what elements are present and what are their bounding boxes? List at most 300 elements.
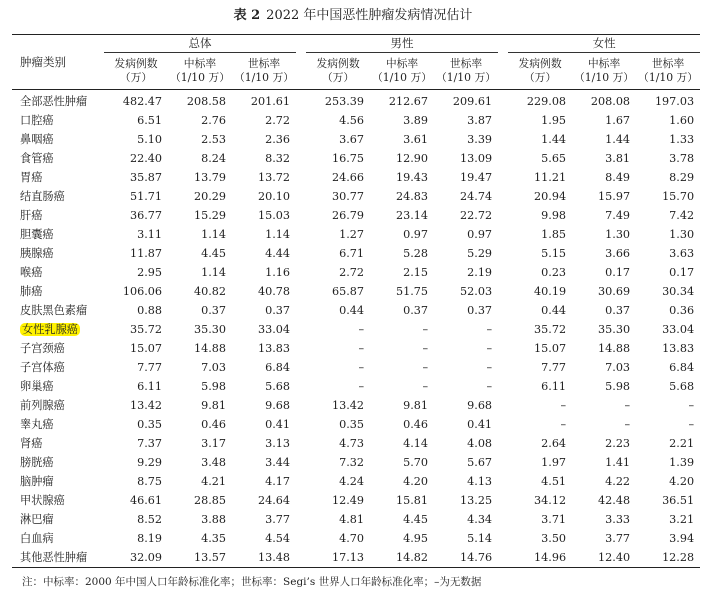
table-cell: 26.79	[332, 209, 365, 222]
table-cell: –	[486, 323, 493, 336]
table-cell: 6.51	[137, 114, 162, 127]
row-label: 子宫颈癌	[20, 342, 65, 355]
row-label: 肝癌	[20, 209, 43, 222]
table-cell: 15.70	[662, 190, 695, 203]
table-cell: –	[624, 399, 631, 412]
table-cell: 4.45	[201, 247, 226, 260]
column-header-line2: （万）	[119, 71, 153, 84]
table-cell: 11.21	[534, 171, 567, 184]
table-cell: 15.29	[193, 209, 226, 222]
table-cell: 0.41	[265, 418, 291, 431]
row-label: 睾丸癌	[20, 418, 54, 431]
table-cell: 5.98	[605, 380, 631, 393]
row-name	[12, 472, 104, 491]
table-cell: 13.57	[168, 548, 232, 568]
table-cell: 0.37	[605, 304, 631, 317]
table-row	[12, 415, 700, 434]
row-name	[12, 130, 104, 149]
table-cell: 52.03	[460, 285, 493, 298]
table-cell: 2.76	[201, 114, 226, 127]
column-header-line2: （万）	[321, 71, 355, 84]
table-cell: 1.97	[541, 456, 567, 469]
table-cell: 5.28	[403, 247, 429, 260]
table-cell: 0.44	[339, 304, 365, 317]
group-header-male: 男性	[306, 35, 498, 53]
column-header	[370, 53, 434, 90]
table-cell: 3.21	[669, 513, 695, 526]
table-cell: 7.03	[605, 361, 631, 374]
column-header-line1: 发病例数	[316, 57, 360, 70]
table-cell: 24.83	[396, 190, 429, 203]
table-cell: 33.04	[258, 323, 291, 336]
table-cell: 9.68	[265, 399, 291, 412]
column-header-line1: 中标率	[385, 57, 419, 70]
row-label: 子宫体癌	[20, 361, 65, 374]
table-cell: 4.73	[339, 437, 365, 450]
row-name	[12, 358, 104, 377]
table-cell: 7.49	[605, 209, 631, 222]
table-cell: 3.78	[669, 152, 695, 165]
row-label: 肺癌	[20, 285, 43, 298]
table-cell: 4.35	[201, 532, 226, 545]
row-name	[12, 187, 104, 206]
row-name	[12, 301, 104, 320]
table-cell: 9.29	[137, 456, 162, 469]
row-name	[12, 111, 104, 130]
row-name	[12, 149, 104, 168]
table-cell: 7.03	[201, 361, 226, 374]
row-name	[12, 491, 104, 510]
table-cell: 2.95	[137, 266, 162, 279]
column-header-line1: 世标率	[449, 57, 483, 70]
table-cell: 0.88	[137, 304, 162, 317]
table-cell: 15.97	[598, 190, 631, 203]
table-cell: 1.41	[605, 456, 631, 469]
table-row	[12, 90, 700, 112]
table-cell: –	[422, 361, 429, 374]
table-cell: 36.77	[129, 209, 162, 222]
table-cell: 20.10	[258, 190, 291, 203]
column-header-line1: 中标率	[587, 57, 621, 70]
table-cell: 4.81	[339, 513, 365, 526]
table-cell: 13.42	[332, 399, 365, 412]
table-cell: 6.84	[265, 361, 291, 374]
row-label: 前列腺癌	[20, 399, 65, 412]
group-header-overall: 总体	[104, 35, 296, 53]
table-row	[12, 263, 700, 282]
row-name	[12, 339, 104, 358]
table-cell: 1.16	[265, 266, 291, 279]
table-cell: 4.22	[605, 475, 631, 488]
table-row	[12, 529, 700, 548]
column-header	[306, 53, 370, 90]
table-cell: 4.13	[467, 475, 493, 488]
table-cell: –	[560, 418, 567, 431]
row-label: 皮肤黑色素瘤	[20, 304, 88, 317]
row-label: 膀胱癌	[20, 456, 54, 469]
row-name	[12, 90, 104, 112]
table-cell: 11.87	[129, 247, 162, 260]
row-label: 鼻咽癌	[20, 133, 54, 146]
table-cell: 3.88	[201, 513, 226, 526]
table-cell: 13.83	[662, 342, 695, 355]
table-cell: 6.11	[137, 380, 162, 393]
table-cell: 1.95	[541, 114, 567, 127]
table-row	[12, 320, 700, 339]
table-cell: 12.40	[572, 548, 636, 568]
row-label: 胰腺癌	[20, 247, 54, 260]
table-cell: 1.30	[669, 228, 695, 241]
table-cell: –	[486, 361, 493, 374]
table-cell: –	[688, 418, 695, 431]
table-cell: 5.65	[541, 152, 567, 165]
table-cell: –	[358, 342, 365, 355]
row-name	[12, 168, 104, 187]
table-cell: 0.37	[467, 304, 493, 317]
table-cell: 7.77	[541, 361, 567, 374]
table-cell: 35.87	[129, 171, 162, 184]
column-header-line1: 发病例数	[114, 57, 158, 70]
table-row	[12, 130, 700, 149]
table-cell: 12.49	[332, 494, 365, 507]
column-header	[636, 53, 700, 90]
group-header-female: 女性	[508, 35, 700, 53]
table-cell: 1.85	[541, 228, 567, 241]
row-label: 喉癌	[20, 266, 43, 279]
table-cell: 7.37	[137, 437, 162, 450]
table-footnote: 注：中标率：2000 年中国人口年龄标准化率；世标率：Segi’s 世界人口年龄标准化率；–为无数据	[22, 576, 482, 588]
column-header	[168, 53, 232, 90]
table-cell: 40.82	[193, 285, 226, 298]
table-cell: 20.29	[193, 190, 226, 203]
table-cell: 36.51	[662, 494, 695, 507]
table-cell: 14.76	[434, 548, 498, 568]
table-cell: 51.75	[396, 285, 429, 298]
table-cell: 9.81	[403, 399, 429, 412]
table-cell: 7.77	[137, 361, 162, 374]
table-cell: 9.98	[541, 209, 567, 222]
row-label: 其他恶性肿瘤	[20, 551, 88, 564]
table-cell: 3.13	[265, 437, 291, 450]
table-cell: 8.24	[201, 152, 226, 165]
table-row	[12, 187, 700, 206]
row-name	[12, 225, 104, 244]
table-cell: 0.23	[541, 266, 567, 279]
row-label: 甲状腺癌	[20, 494, 65, 507]
table-cell: 0.17	[669, 266, 695, 279]
table-cell: 8.75	[137, 475, 162, 488]
table-cell: 46.61	[129, 494, 162, 507]
table-cell: 9.81	[201, 399, 226, 412]
table-cell: 14.88	[598, 342, 631, 355]
table-cell: –	[358, 380, 365, 393]
table-cell: 8.49	[605, 171, 631, 184]
table-cell: 197.03	[654, 95, 695, 108]
table-cell: –	[358, 361, 365, 374]
table-cell: 3.11	[137, 228, 162, 241]
table-cell: 3.77	[265, 513, 291, 526]
table-cell: 5.68	[265, 380, 291, 393]
table-cell: 8.32	[265, 152, 291, 165]
table-cell: 0.97	[467, 228, 493, 241]
table-cell: 12.90	[396, 152, 429, 165]
table-cell: 209.61	[452, 95, 493, 108]
table-cell: 20.94	[534, 190, 567, 203]
table-cell: 8.19	[137, 532, 162, 545]
table-cell: 33.04	[662, 323, 695, 336]
table-cell: 65.87	[332, 285, 365, 298]
table-cell: 253.39	[324, 95, 365, 108]
table-cell: 5.67	[467, 456, 493, 469]
table-cell: 51.71	[129, 190, 162, 203]
column-header-line2: （万）	[523, 71, 557, 84]
table-cell: 4.08	[467, 437, 493, 450]
column-header	[572, 53, 636, 90]
table-cell: 0.35	[339, 418, 365, 431]
table-cell: 7.32	[339, 456, 365, 469]
table-cell: 19.47	[460, 171, 493, 184]
table-cell: 13.79	[193, 171, 226, 184]
column-header-line2: （1/10 万）	[638, 71, 699, 84]
table-cell: 2.72	[265, 114, 291, 127]
table-cell: –	[688, 399, 695, 412]
table-cell: 15.07	[129, 342, 162, 355]
table-cell: 4.44	[265, 247, 291, 260]
table-cell: –	[486, 342, 493, 355]
table-cell: 4.45	[403, 513, 429, 526]
table-cell: 0.37	[403, 304, 429, 317]
table-cell: 1.30	[605, 228, 631, 241]
table-cell: 201.61	[250, 95, 291, 108]
table-row	[12, 168, 700, 187]
table-cell: 4.17	[265, 475, 291, 488]
table-cell: 1.27	[339, 228, 365, 241]
table-cell: –	[422, 380, 429, 393]
table-cell: 13.48	[232, 548, 296, 568]
table-cell: 35.30	[598, 323, 631, 336]
column-header-line1: 中标率	[183, 57, 217, 70]
table-cell: 6.84	[669, 361, 695, 374]
table-cell: 1.60	[669, 114, 695, 127]
table-cell: 9.68	[467, 399, 493, 412]
table-cell: 3.71	[541, 513, 567, 526]
table-row	[12, 149, 700, 168]
table-cell: 4.24	[339, 475, 365, 488]
table-cell: 4.70	[339, 532, 365, 545]
table-cell: 1.44	[605, 133, 631, 146]
table-cell: 24.64	[258, 494, 291, 507]
table-cell: 4.20	[669, 475, 695, 488]
row-label: 淋巴瘤	[20, 513, 54, 526]
table-cell: 1.14	[201, 266, 226, 279]
table-title	[0, 6, 706, 26]
table-cell: 0.41	[467, 418, 493, 431]
table-cell: 1.44	[541, 133, 567, 146]
table-cell: 3.81	[605, 152, 631, 165]
table-cell: 19.43	[396, 171, 429, 184]
table-cell: 34.12	[534, 494, 567, 507]
row-label: 口腔癌	[20, 114, 54, 127]
row-name	[12, 282, 104, 301]
row-name	[12, 415, 104, 434]
table-cell: 0.37	[201, 304, 226, 317]
table-cell: 208.08	[590, 95, 631, 108]
row-label: 卵巢癌	[20, 380, 54, 393]
table-cell: 7.42	[669, 209, 695, 222]
table-cell: 5.29	[467, 247, 493, 260]
table-row	[12, 491, 700, 510]
table-cell: 13.09	[460, 152, 493, 165]
table-cell: 16.75	[332, 152, 365, 165]
row-name	[12, 510, 104, 529]
table-cell: 0.44	[541, 304, 567, 317]
table-cell: 3.48	[201, 456, 226, 469]
table-cell: 0.46	[403, 418, 429, 431]
table-cell: –	[486, 380, 493, 393]
row-name	[12, 453, 104, 472]
highlighted-row-label: 女性乳腺癌	[22, 323, 78, 336]
table-cell: 30.77	[332, 190, 365, 203]
table-cell: –	[624, 418, 631, 431]
table-cell: 4.14	[403, 437, 429, 450]
table-cell: 35.72	[129, 323, 162, 336]
table-cell: 3.67	[339, 133, 365, 146]
table-cell: 35.30	[193, 323, 226, 336]
table-cell: 4.95	[403, 532, 429, 545]
column-header	[232, 53, 296, 90]
table-cell: 2.53	[201, 133, 226, 146]
table-cell: 3.94	[669, 532, 695, 545]
row-name	[12, 548, 104, 568]
table-row	[12, 111, 700, 130]
row-label: 脑肿瘤	[20, 475, 54, 488]
table-cell: 14.88	[193, 342, 226, 355]
row-label: 胃癌	[20, 171, 43, 184]
row-label: 结直肠癌	[20, 190, 65, 203]
table-cell: 3.50	[541, 532, 567, 545]
table-cell: 0.35	[137, 418, 162, 431]
table-cell: 3.17	[201, 437, 226, 450]
table-cell: 3.89	[403, 114, 429, 127]
row-name	[12, 434, 104, 453]
table-cell: 1.39	[669, 456, 695, 469]
table-cell: 1.33	[669, 133, 695, 146]
table-cell: 4.54	[265, 532, 291, 545]
column-header-line2: （1/10 万）	[436, 71, 497, 84]
table-cell: 14.96	[508, 548, 572, 568]
row-name	[12, 529, 104, 548]
table-cell: 8.52	[137, 513, 162, 526]
table-cell: –	[422, 323, 429, 336]
table-label: 表 2	[233, 8, 261, 23]
column-header	[508, 53, 572, 90]
table-cell: 17.13	[306, 548, 370, 568]
table-cell: –	[358, 323, 365, 336]
incidence-table	[12, 34, 700, 568]
table-row	[12, 396, 700, 415]
table-cell: 5.68	[669, 380, 695, 393]
row-label: 全部恶性肿瘤	[20, 95, 88, 108]
table-cell: 15.81	[396, 494, 429, 507]
table-cell: 6.71	[339, 247, 365, 260]
row-name	[12, 396, 104, 415]
table-row	[12, 358, 700, 377]
table-cell: 13.72	[258, 171, 291, 184]
table-cell: 3.33	[605, 513, 631, 526]
table-row	[12, 453, 700, 472]
table-cell: 5.15	[541, 247, 567, 260]
table-cell: 15.07	[534, 342, 567, 355]
table-cell: 23.14	[396, 209, 429, 222]
table-cell: 30.34	[662, 285, 695, 298]
table-cell: 5.98	[201, 380, 226, 393]
table-cell: 13.42	[129, 399, 162, 412]
table-cell: 6.11	[541, 380, 567, 393]
table-cell: 106.06	[122, 285, 162, 298]
table-cell: 24.74	[460, 190, 493, 203]
table-cell: 30.69	[598, 285, 631, 298]
table-cell: 208.58	[186, 95, 226, 108]
table-cell: 35.72	[534, 323, 567, 336]
table-cell: 3.39	[467, 133, 493, 146]
table-cell: 4.56	[339, 114, 365, 127]
table-cell: 40.19	[534, 285, 567, 298]
row-label: 胆囊癌	[20, 228, 54, 241]
row-name	[12, 263, 104, 282]
row-label: 白血病	[20, 532, 54, 545]
table-cell: 0.97	[403, 228, 429, 241]
column-header	[104, 53, 168, 90]
table-title-text: 2022 年中国恶性肿瘤发病情况估计	[266, 8, 473, 23]
table-cell: 22.40	[129, 152, 162, 165]
row-name	[12, 377, 104, 396]
table-cell: 5.10	[137, 133, 162, 146]
table-cell: 40.78	[258, 285, 291, 298]
table-cell: 0.36	[669, 304, 695, 317]
table-cell: 3.63	[669, 247, 695, 260]
column-header-line1: 世标率	[247, 57, 281, 70]
table-cell: 2.72	[339, 266, 365, 279]
table-row	[12, 282, 700, 301]
table-cell: 229.08	[526, 95, 567, 108]
table-cell: 1.14	[201, 228, 226, 241]
table-row	[12, 339, 700, 358]
table-cell: 13.83	[258, 342, 291, 355]
column-header-line2: （1/10 万）	[371, 71, 433, 84]
table-row	[12, 301, 700, 320]
table-cell: 3.87	[467, 114, 493, 127]
table-cell: 24.66	[332, 171, 365, 184]
table-row	[12, 206, 700, 225]
table-cell: 2.64	[541, 437, 567, 450]
column-header-line1: 世标率	[651, 57, 685, 70]
table-cell: 3.77	[605, 532, 631, 545]
table-cell: 0.37	[265, 304, 291, 317]
table-cell: 4.21	[201, 475, 226, 488]
table-cell: 0.46	[201, 418, 226, 431]
table-cell: 32.09	[104, 548, 168, 568]
table-cell: 0.17	[605, 266, 631, 279]
table-cell: 15.03	[258, 209, 291, 222]
table-cell: 3.66	[605, 247, 631, 260]
table-cell: 2.19	[467, 266, 493, 279]
category-header: 肿瘤类别	[12, 35, 104, 90]
table-row	[12, 434, 700, 453]
table-cell: 13.25	[460, 494, 493, 507]
table-cell: 5.14	[467, 532, 493, 545]
column-header-line2: （1/10 万）	[169, 71, 231, 84]
table-row	[12, 548, 700, 568]
